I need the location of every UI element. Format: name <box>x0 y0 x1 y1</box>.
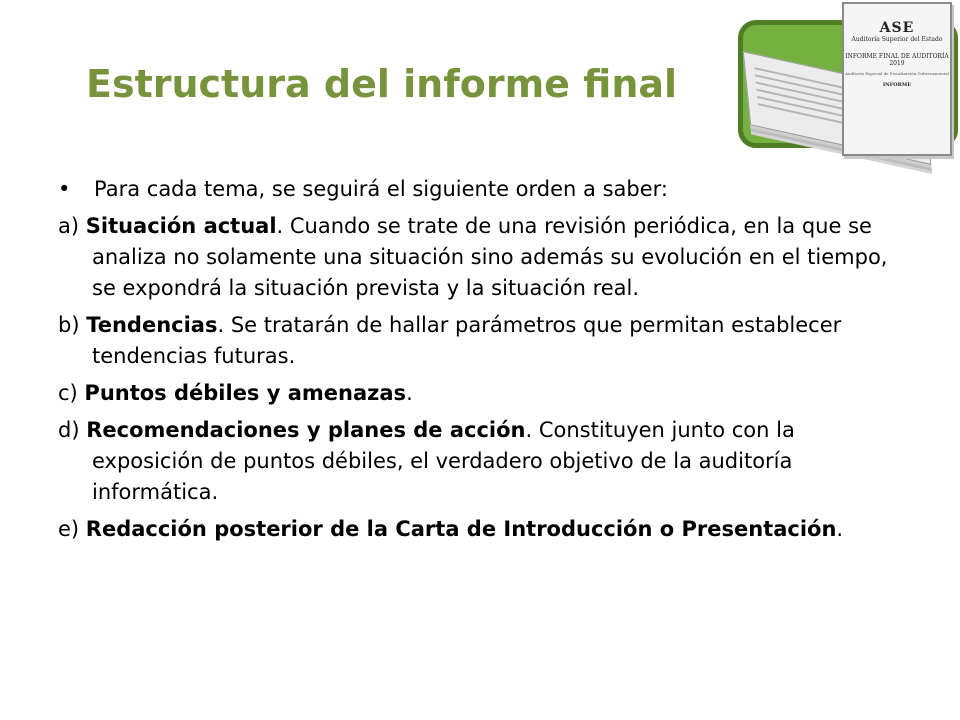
item-text: . Constituyen junto con la exposición de puntos débiles, el verdadero objetivo de la auditoría informática. <box>92 418 795 504</box>
item-prefix: d) <box>58 418 87 442</box>
item-heading: Tendencias <box>86 313 218 337</box>
item-text: . <box>836 517 844 541</box>
item-heading: Situación actual <box>85 214 277 238</box>
cover-footer: INFORME <box>882 82 912 88</box>
item-text: . Se tratarán de hallar parámetros que permitan establecer tendencias futuras. <box>92 313 842 368</box>
list-item-c <box>58 378 908 409</box>
cover-heading: INFORME FINAL DE AUDITORÍA 2019 <box>845 53 949 67</box>
item-text: . <box>406 381 413 405</box>
slide-title: Estructura del informe final <box>86 62 678 106</box>
list-item-a <box>58 211 908 304</box>
item-heading: Puntos débiles y amenazas <box>84 381 407 405</box>
report-cover <box>842 2 952 156</box>
cover-org: Auditoría Superior del Estado <box>851 36 943 43</box>
item-heading: Redacción posterior de la Carta de Introducción o Presentación <box>85 517 837 541</box>
bullet-text: Para cada tema, se seguirá el siguiente orden a saber: <box>94 177 668 201</box>
slide-body <box>58 174 908 551</box>
cover-detail: Auditoría Especial de Fiscalización Gubernamental <box>845 71 949 76</box>
list-item-e <box>58 514 908 545</box>
bullet-item <box>58 174 908 205</box>
item-heading: Recomendaciones y planes de acción <box>86 418 526 442</box>
list-item-b <box>58 310 908 372</box>
bullet-icon: • <box>58 177 71 201</box>
report-illustration <box>726 0 960 165</box>
item-prefix: e) <box>58 517 86 541</box>
item-text: . Cuando se trate de una revisión periódica, en la que se analiza no solamente una situación sino además su evolución en el tiempo, se expondrá la situación prevista y la situación real. <box>92 214 888 300</box>
item-prefix: c) <box>58 381 85 405</box>
list-item-d <box>58 415 908 508</box>
item-prefix: b) <box>58 313 87 337</box>
item-prefix: a) <box>58 214 86 238</box>
ase-logo: ASE <box>879 20 915 36</box>
